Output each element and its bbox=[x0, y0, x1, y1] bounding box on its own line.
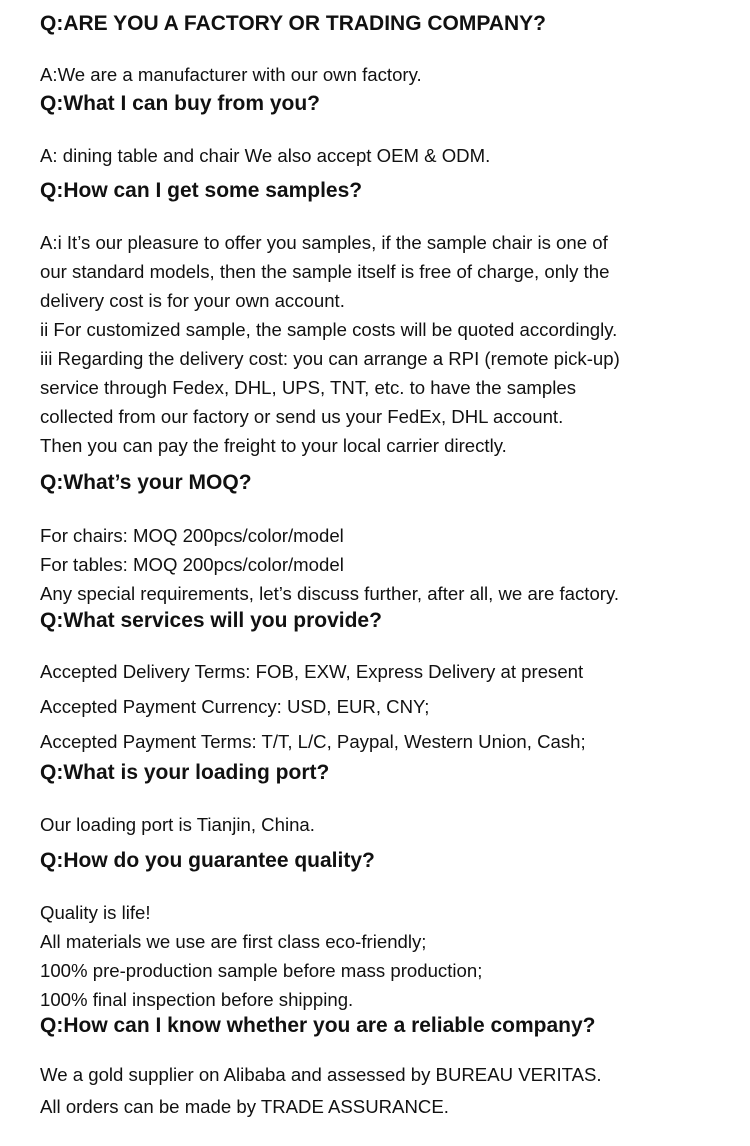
faq-answer-line: We a gold supplier on Alibaba and assessed by BUREAU VERITAS. bbox=[40, 1064, 602, 1085]
faq-question: Q:ARE YOU A FACTORY OR TRADING COMPANY? bbox=[40, 12, 546, 35]
faq-answer-line: 100% pre-production sample before mass production; bbox=[40, 960, 483, 981]
faq-item-loading-port bbox=[40, 760, 742, 839]
faq-answer-line: Accepted Payment Currency: USD, EUR, CNY; bbox=[40, 696, 430, 717]
faq-answer-line: Quality is life! bbox=[40, 902, 151, 923]
faq-item-what-can-buy bbox=[40, 91, 742, 170]
faq-answer-line: iii Regarding the delivery cost: you can arrange a RPI (remote pick-up) bbox=[40, 348, 620, 369]
faq-question: Q:How can I get some samples? bbox=[40, 179, 363, 202]
faq-question: Q:How do you guarantee quality? bbox=[40, 849, 375, 872]
faq-answer-line: Then you can pay the freight to your local carrier directly. bbox=[40, 435, 507, 456]
faq-answer-line: All materials we use are first class eco-friendly; bbox=[40, 931, 427, 952]
faq-answer-line: delivery cost is for your own account. bbox=[40, 290, 345, 311]
faq-question: Q:What I can buy from you? bbox=[40, 92, 321, 115]
faq-item-services bbox=[40, 608, 742, 759]
faq-item-samples bbox=[40, 178, 742, 460]
faq-question: Q:How can I know whether you are a reliable company? bbox=[40, 1014, 596, 1037]
faq-item-quality bbox=[40, 848, 742, 1014]
faq-item-reliable-company bbox=[40, 1013, 742, 1123]
faq-answer-line: For tables: MOQ 200pcs/color/model bbox=[40, 554, 344, 575]
faq-answer-line: A:i It’s our pleasure to offer you samples, if the sample chair is one of bbox=[40, 232, 608, 253]
faq-answer-line: Accepted Payment Terms: T/T, L/C, Paypal, Western Union, Cash; bbox=[40, 731, 586, 752]
faq-answer-line: A: dining table and chair We also accept OEM & ODM. bbox=[40, 145, 491, 166]
faq-item-moq bbox=[40, 470, 742, 608]
faq-answer-line: A:We are a manufacturer with our own factory. bbox=[40, 64, 422, 85]
faq-question: Q:What services will you provide? bbox=[40, 609, 382, 632]
faq-answer-line: Our loading port is Tianjin, China. bbox=[40, 814, 315, 835]
faq-answer-line: service through Fedex, DHL, UPS, TNT, etc. to have the samples bbox=[40, 377, 577, 398]
faq-question: Q:What’s your MOQ? bbox=[40, 471, 252, 494]
faq-answer-line: ii For customized sample, the sample costs will be quoted accordingly. bbox=[40, 319, 618, 340]
faq-answer-line: 100% final inspection before shipping. bbox=[40, 989, 354, 1010]
faq-answer-line: collected from our factory or send us your FedEx, DHL account. bbox=[40, 406, 564, 427]
faq-answer-line: For chairs: MOQ 200pcs/color/model bbox=[40, 525, 344, 546]
faq-answer-line: All orders can be made by TRADE ASSURANCE. bbox=[40, 1096, 449, 1117]
faq-answer-line: Any special requirements, let’s discuss further, after all, we are factory. bbox=[40, 583, 620, 604]
faq-item-factory-or-trading bbox=[40, 11, 742, 89]
faq-answer-line: our standard models, then the sample itself is free of charge, only the bbox=[40, 261, 610, 282]
faq-answer-line: Accepted Delivery Terms: FOB, EXW, Express Delivery at present bbox=[40, 661, 584, 682]
faq-question: Q:What is your loading port? bbox=[40, 761, 330, 784]
